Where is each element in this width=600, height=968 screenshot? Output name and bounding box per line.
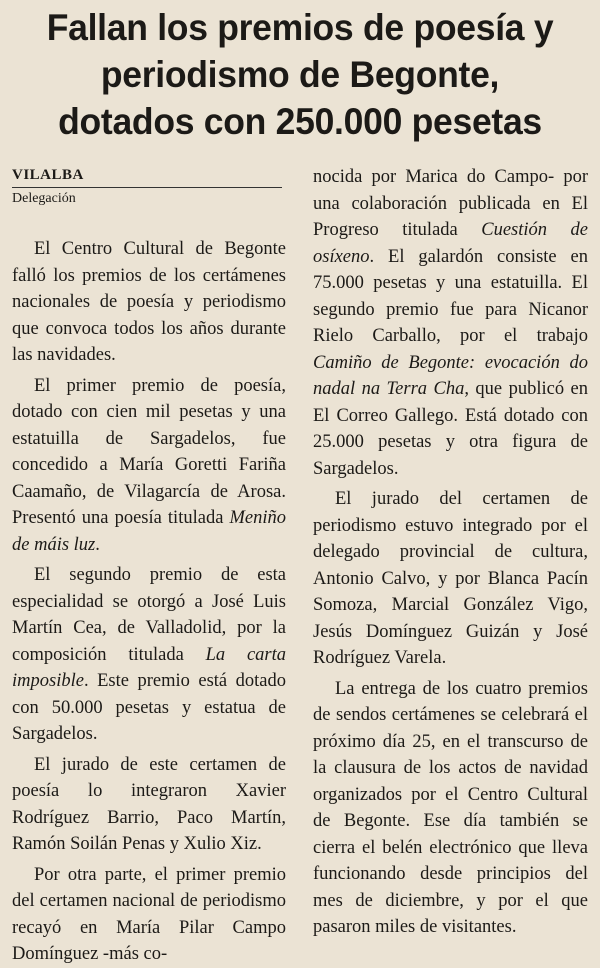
headline xyxy=(20,4,581,145)
article-column-left xyxy=(12,236,286,968)
paragraph-1: El Centro Cultural de Begonte falló los premios de los certámenes nacionales de poesía y periodismo que convoca todos los años durante las navidades. xyxy=(12,239,286,365)
paragraph-6 xyxy=(313,164,588,482)
paragraph-4: El jurado de este certamen de poesía lo integraron Xavier Rodríguez Barrio, Paco Martín, Ramón Soilán Penas y Xulio Xiz. xyxy=(12,754,286,854)
paragraph-5: Por otra parte, el primer premio del certamen nacional de periodismo recayó en María Pilar Campo Domínguez -más co- xyxy=(12,864,286,964)
paragraph-2-text-b: . xyxy=(95,534,100,555)
article-title-2: Camiño de Begonte: evocación do nadal na Terra Cha xyxy=(313,352,588,399)
paragraph-8: La entrega de los cuatro premios de sendos certámenes se celebrará el próximo día 25, en el transcurso de la clausura de los actos de navidad organizados por el Centro Cultural de Begonte. Ese día también se cierra el belén electrónico que lleva funcionando desde principios del mes de diciembre, y por el que pasaron miles de visitantes. xyxy=(313,678,588,937)
paragraph-3-text-a: El segundo premio de esta especialidad se otorgó a José Luis Martín Cea, de Valladolid, por la composición titulada xyxy=(12,565,286,665)
poem-title-2: La carta imposible xyxy=(12,644,286,691)
byline-place: VILALBA xyxy=(12,166,282,188)
byline xyxy=(12,166,282,210)
paragraph-2 xyxy=(12,373,286,559)
poem-title-1: Meniño de máis luz xyxy=(12,508,286,555)
headline-line-1: Fallan los premios de poesía y xyxy=(46,7,554,48)
paragraph-3 xyxy=(12,562,286,748)
headline-line-3: dotados con 250.000 pesetas xyxy=(58,101,542,142)
paragraph-3-text-b: . Este premio está dotado con 50.000 pesetas y estatua de Sargadelos. xyxy=(12,671,286,744)
headline-line-2: periodismo de Begonte, xyxy=(100,54,500,95)
paragraph-7: El jurado del certamen de periodismo estuvo integrado por el delegado provincial de cultura, Antonio Calvo, y por Blanca Pacín Somoza, Marcial González Vigo, Jesús Domínguez Guizán y José Rodríguez Varela. xyxy=(313,489,588,668)
paragraph-2-text-a: El primer premio de poesía, dotado con cien mil pesetas y una estatuilla de Sargadelos, fue concedido a María Goretti Fariña Caamaño, de Vilagarcía de Arosa. Presentó una poesía titulada xyxy=(12,375,286,528)
byline-desk: Delegación xyxy=(12,191,76,206)
article-title-1: Cuestión de osíxeno xyxy=(313,220,588,267)
paragraph-6-text-c: , que publicó en El Correo Gallego. Está dotado con 25.000 pesetas y otra figura de Sargadelos. xyxy=(313,379,588,479)
paragraph-6-text-a: nocida por Marica do Campo- por una colaboración publicada en El Progreso titulada xyxy=(313,167,588,240)
paragraph-6-text-b: . El galardón consiste en 75.000 pesetas y una estatuilla. El segundo premio fue para Nicanor Rielo Carballo, por el trabajo xyxy=(313,246,588,346)
article-column-right xyxy=(313,164,588,941)
